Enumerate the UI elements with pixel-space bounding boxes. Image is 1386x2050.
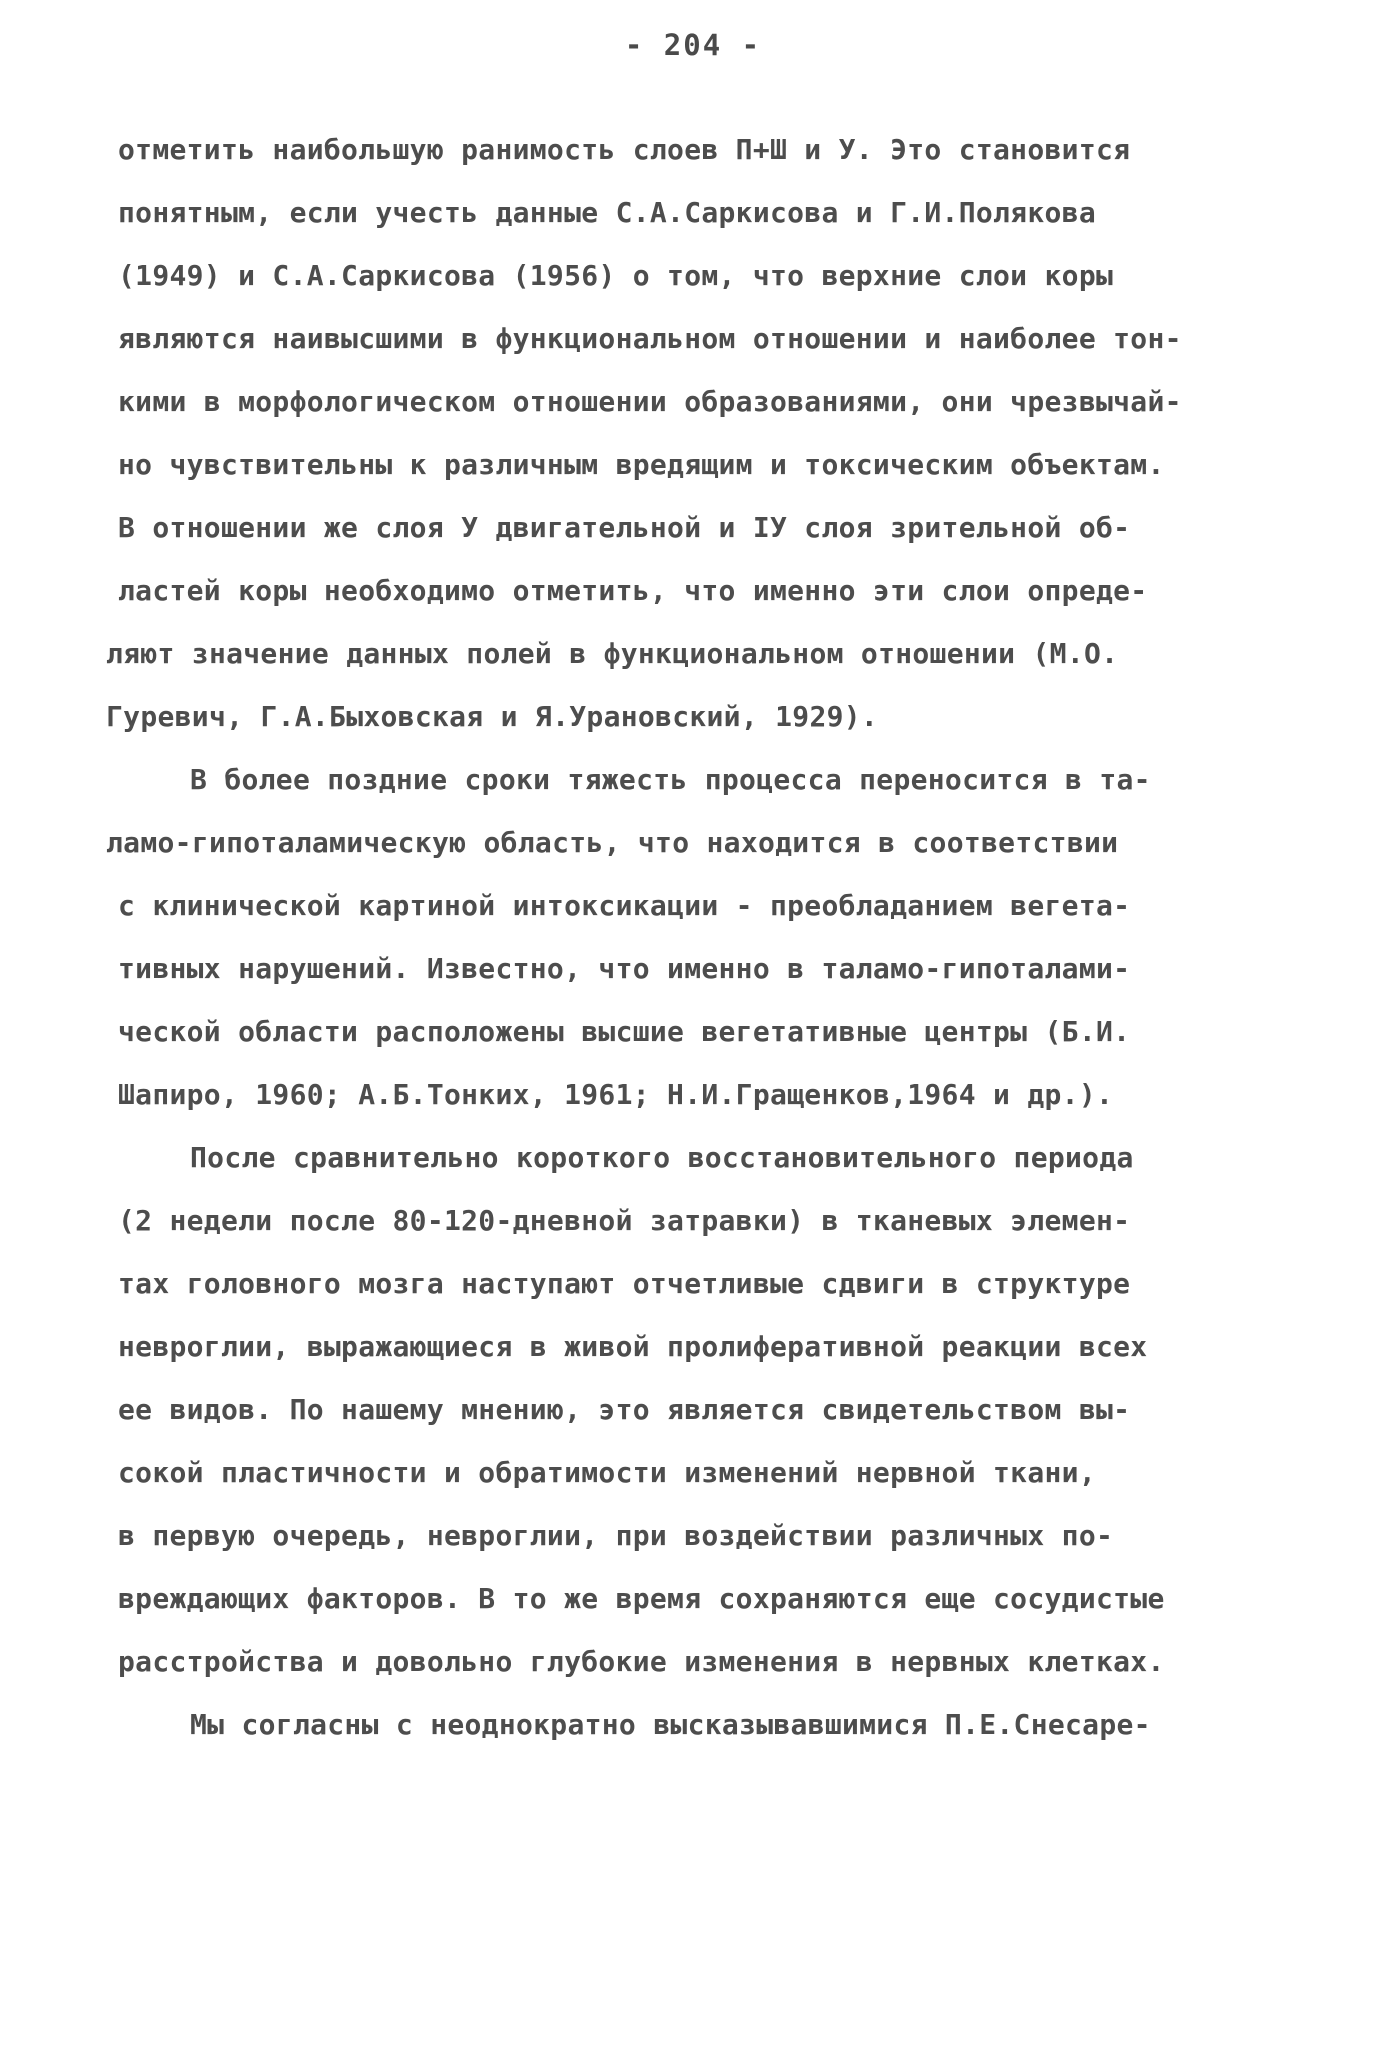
text-line: понятным, если учесть данные С.А.Саркисова и Г.И.Полякова bbox=[118, 196, 1096, 229]
text-line: После сравнительно короткого восстановительного периода bbox=[190, 1141, 1134, 1174]
text-line: кими в морфологическом отношении образованиями, они чрезвычай- bbox=[118, 385, 1182, 418]
text-line: с клинической картиной интоксикации - преобладанием вегета- bbox=[118, 889, 1131, 922]
text-line: В более поздние сроки тяжесть процесса переносится в та- bbox=[190, 763, 1151, 796]
text-line: ляют значение данных полей в функциональном отношении (М.О. bbox=[106, 637, 1119, 670]
text-line: но чувствительны к различным вредящим и токсическим объектам. bbox=[118, 448, 1165, 481]
text-line: ластей коры необходимо отметить, что именно эти слои опреде- bbox=[118, 574, 1148, 607]
body-text bbox=[106, 118, 1278, 1756]
text-line: сокой пластичности и обратимости изменений нервной ткани, bbox=[118, 1456, 1096, 1489]
text-line: отметить наибольшую ранимость слоев П+Ш и У. Это становится bbox=[118, 133, 1131, 166]
text-line: расстройства и довольно глубокие изменения в нервных клетках. bbox=[118, 1645, 1165, 1678]
text-line: невроглии, выражающиеся в живой пролиферативной реакции всех bbox=[118, 1330, 1148, 1363]
text-line: В отношении же слоя У двигательной и IУ слоя зрительной об- bbox=[118, 511, 1131, 544]
text-line: тах головного мозга наступают отчетливые сдвиги в структуре bbox=[118, 1267, 1131, 1300]
text-line: ческой области расположены высшие вегетативные центры (Б.И. bbox=[118, 1015, 1131, 1048]
text-line: Мы согласны с неоднократно высказывавшимися П.Е.Снесаре- bbox=[190, 1708, 1151, 1741]
text-line: в первую очередь, невроглии, при воздействии различных по- bbox=[118, 1519, 1114, 1552]
text-line: (1949) и С.А.Саркисова (1956) о том, что верхние слои коры bbox=[118, 259, 1114, 292]
text-line: Шапиро, 1960; А.Б.Тонких, 1961; Н.И.Гращенков,1964 и др.). bbox=[118, 1078, 1114, 1111]
text-line: (2 недели после 80-120-дневной затравки) в тканевых элемен- bbox=[118, 1204, 1131, 1237]
text-line: тивных нарушений. Известно, что именно в таламо-гипоталами- bbox=[118, 952, 1131, 985]
text-line: ламо-гипоталамическую область, что находится в соответствии bbox=[106, 826, 1119, 859]
text-line: вреждающих факторов. В то же время сохраняются еще сосудистые bbox=[118, 1582, 1165, 1615]
page-number: - 204 - bbox=[624, 28, 762, 62]
text-line: ее видов. По нашему мнению, это является свидетельством вы- bbox=[118, 1393, 1131, 1426]
text-line: являются наивысшими в функциональном отношении и наиболее тон- bbox=[118, 322, 1182, 355]
text-line: Гуревич, Г.А.Быховская и Я.Урановский, 1929). bbox=[106, 700, 879, 733]
